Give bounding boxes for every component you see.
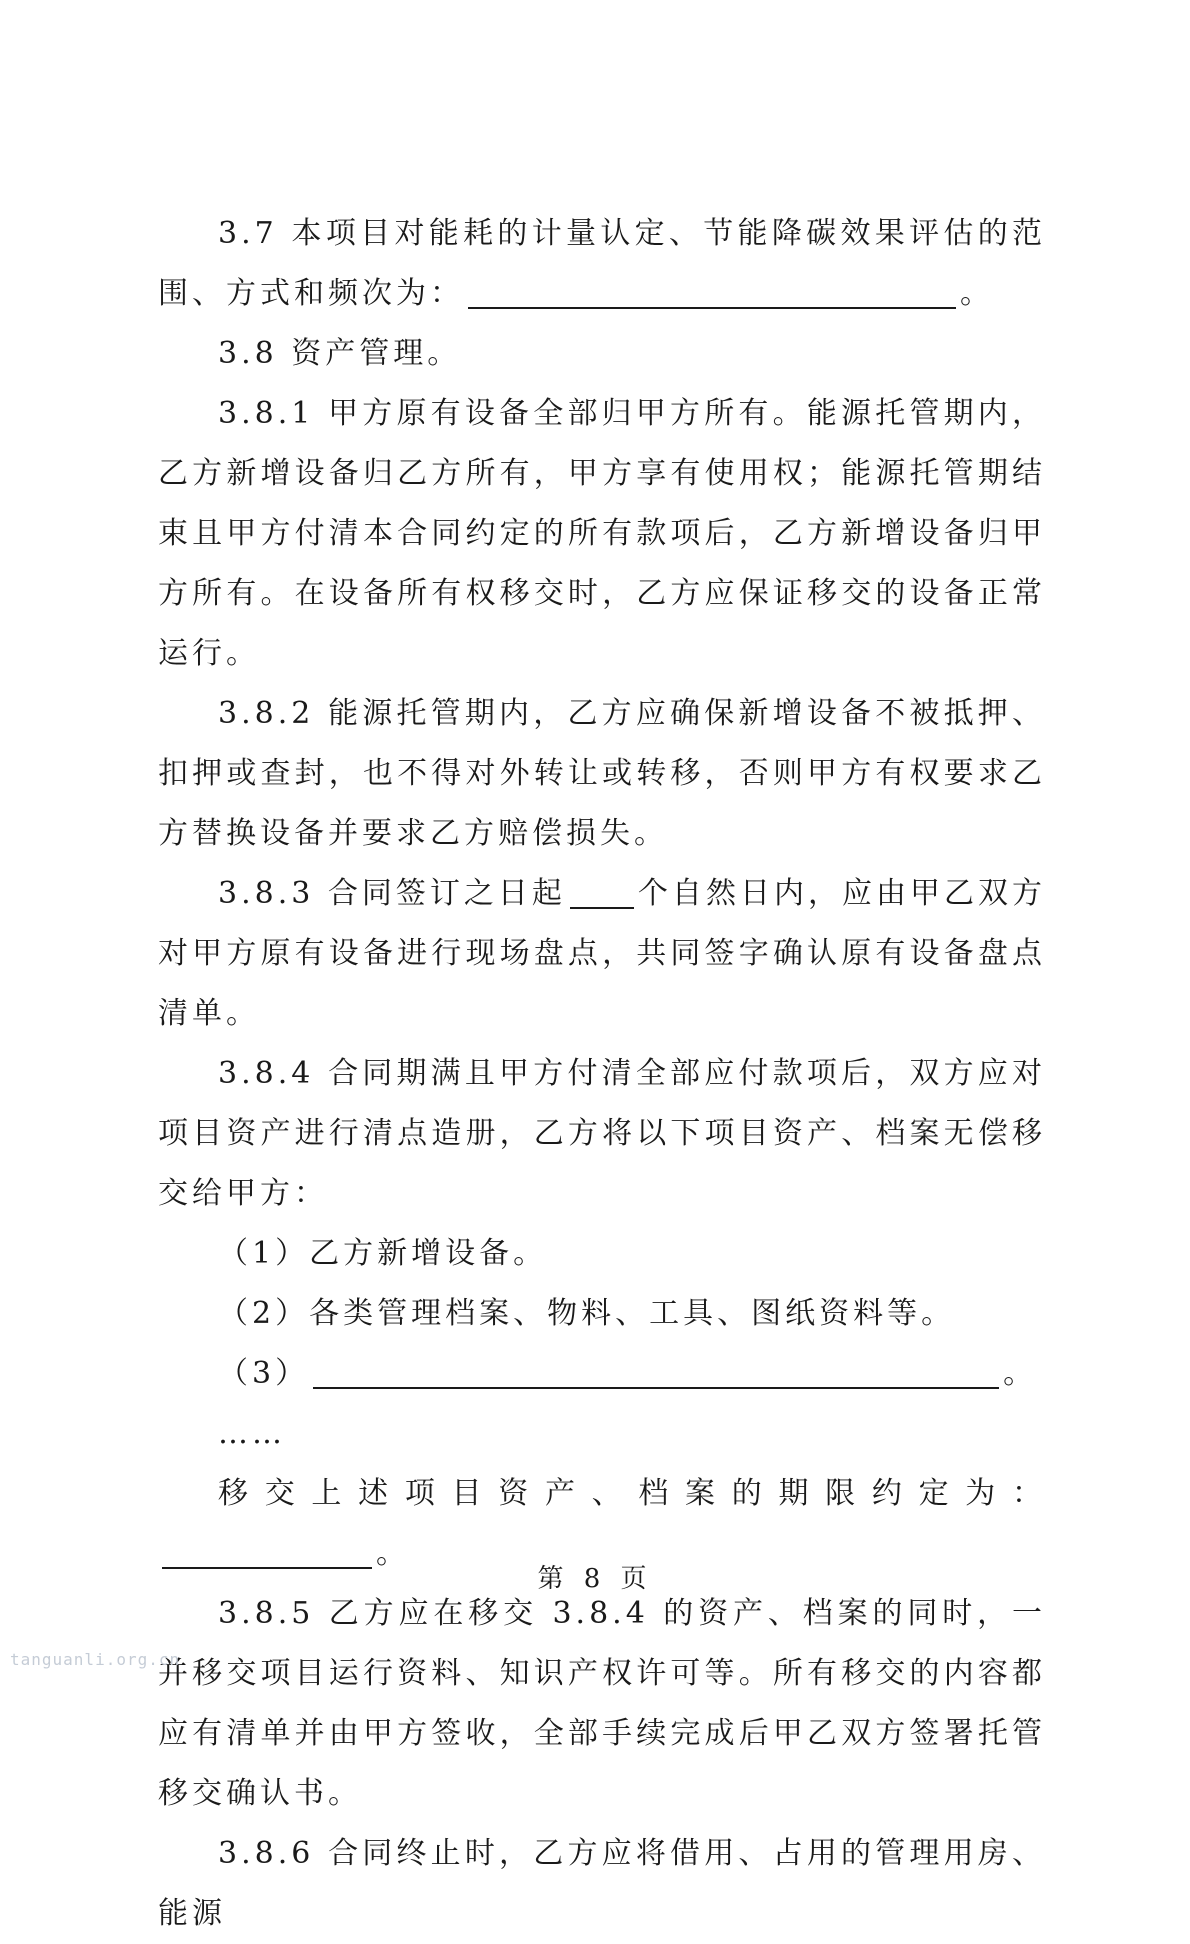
- clause-3-7: [158, 204, 1046, 324]
- list-item: （2）各类管理档案、物料、工具、图纸资料等。: [218, 1296, 956, 1331]
- fill-in-blank: [313, 1357, 999, 1389]
- clause-3-7-text: 3.7 本项目对能耗的计量认定、节能降碳效果评估的范围、方式和频次为：: [158, 216, 1046, 311]
- clause-3-8-6: 3.8.6 合同终止时，乙方应将借用、占用的管理用房、能源: [158, 1836, 1046, 1931]
- clause-3-8-3-text-b: 个自然日内，应由甲乙双方对甲方原有设备进行现场盘点，共同签字确认原有设备盘点清单。: [158, 876, 1046, 1031]
- transfer-deadline-text: 移交上述项目资产、档案的期限约定为：: [218, 1476, 1046, 1511]
- list-item: （1）乙方新增设备。: [218, 1236, 548, 1271]
- clause-3-8-4: 3.8.4 合同期满且甲方付清全部应付款项后，双方应对项目资产进行清点造册，乙方将以下项目资产、档案无偿移交给甲方：: [158, 1056, 1046, 1211]
- fill-in-blank: [468, 277, 956, 309]
- document-body: [158, 204, 1046, 1944]
- fill-in-blank: [570, 877, 634, 909]
- clause-3-8-1: 3.8.1 甲方原有设备全部归甲方所有。能源托管期内，乙方新增设备归乙方所有，甲方享有使用权；能源托管期结束且甲方付清本合同约定的所有款项后，乙方新增设备归甲方所有。在设备所有权移交时，乙方应保证移交的设备正常运行。: [158, 396, 1046, 671]
- clause-3-8-3-text-a: 3.8.3 合同签订之日起: [218, 876, 566, 911]
- clause-3-8-3: [158, 864, 1046, 1044]
- transfer-deadline-end: 。: [376, 1536, 410, 1571]
- clause-3-7-end: 。: [960, 276, 994, 311]
- list-item: [158, 1344, 1046, 1404]
- ellipsis: ……: [218, 1416, 286, 1451]
- clause-3-8-5: 3.8.5 乙方应在移交 3.8.4 的资产、档案的同时，一并移交项目运行资料、知识产权许可等。所有移交的内容都应有清单并由甲方签收，全部手续完成后甲乙双方签署托管移交确认书。: [158, 1596, 1046, 1811]
- list-item-label: （3）: [218, 1356, 310, 1391]
- clause-3-8: 3.8 资产管理。: [218, 336, 462, 371]
- page-number: 第 8 页: [537, 1564, 653, 1594]
- list-item-end: 。: [1003, 1356, 1038, 1391]
- clause-3-8-2: 3.8.2 能源托管期内，乙方应确保新增设备不被抵押、扣押或查封，也不得对外转让或转移，否则甲方有权要求乙方替换设备并要求乙方赔偿损失。: [158, 696, 1046, 851]
- watermark: tanguanli.org.cn: [10, 1650, 181, 1669]
